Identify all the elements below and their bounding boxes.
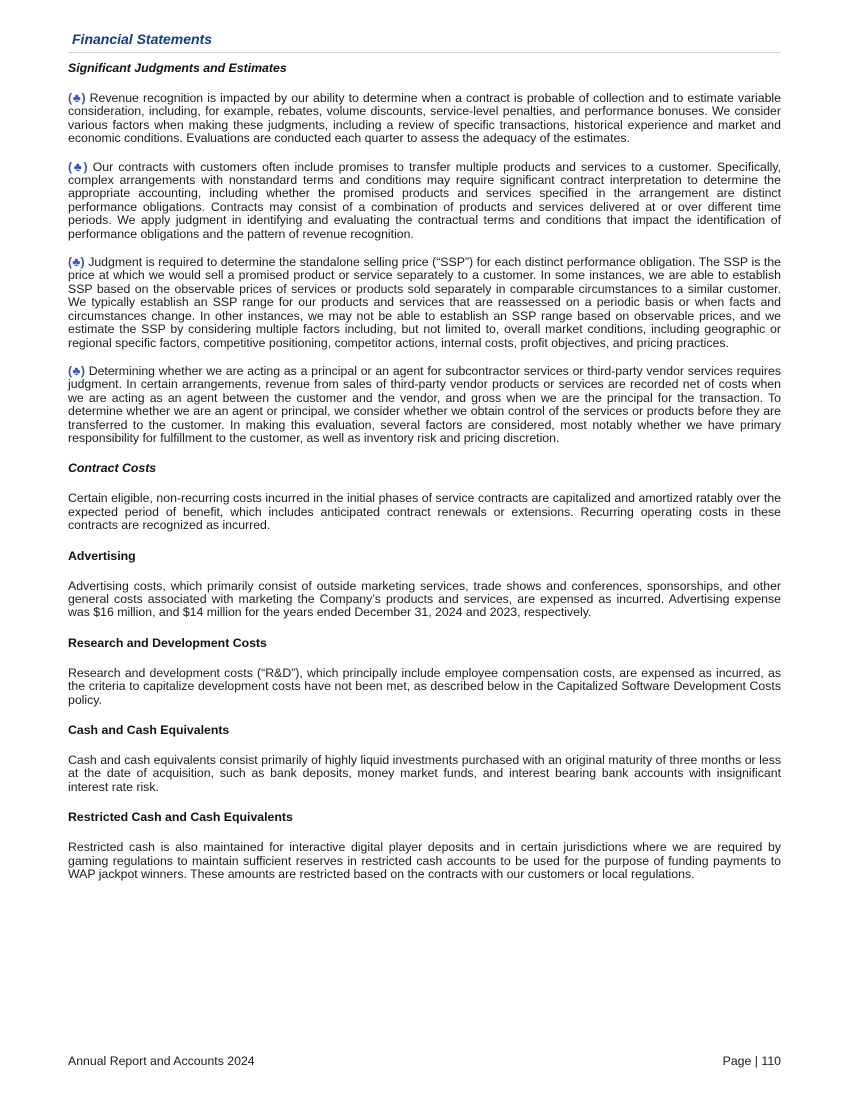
club-marker-icon: (♣) [68, 159, 88, 174]
club-marker-icon: (♣) [68, 91, 86, 105]
section-heading-advertising: Advertising [68, 548, 136, 563]
cash-paragraph: Cash and cash equivalents consist primarily of highly liquid investments purchased with an original maturity of three months or less at the date of acquisition, such as bank deposits, money market funds, and interest bearing bank accounts with insignificant interest rate risk. [68, 753, 781, 794]
section-heading-cash: Cash and Cash Equivalents [68, 723, 230, 737]
judgment-paragraph-1: (♣) Revenue recognition is impacted by our ability to determine when a contract is probable of collection and to estimate variable consideration, including, for example, rebates, volume discounts, service-level penalties, and performance bonuses. We consider various factors when making these judgments, including a review of specific transactions, historical experience and market and economic conditions. Evaluations are conducted each quarter to assess the adequacy of the estimates. [68, 91, 781, 146]
page-title: Financial Statements [72, 31, 213, 47]
judgment-paragraph-3: (♣) Judgment is required to determine the standalone selling price (“SSP”) for each distinct performance obligation. The SSP is the price at which we would sell a promised product or service separately to a customer. In some instances, we are able to establish SSP based on the observable prices of services or products sold separately in comparable circumstances to a similar customer. We typically establish an SSP range for our products and services that are reassessed on a periodic basis or when facts and circumstances change. In other instances, we may not be able to establish an SSP range based on observable prices, and we estimate the SSP by considering multiple factors including, but not limited to, overall market conditions, including geographic or regional specific factors, competitive positioning, competitor actions, internal costs, profit objectives, and pricing practices. [68, 255, 782, 350]
section-heading-restricted-cash: Restricted Cash and Cash Equivalents [68, 810, 293, 825]
page-footer [68, 1054, 781, 1068]
footer-report-title: Annual Report and Accounts 2024 [68, 1054, 255, 1068]
advertising-paragraph: Advertising costs, which primarily consist of outside marketing services, trade shows and conferences, sponsorships, and other general costs associated with marketing the Company’s products and services, are expensed as incurred. Advertising expense was $16 million, and $14 million for the years ended December 31, 2024 and 2023, respectively. [68, 578, 781, 620]
judgment-paragraph-4: (♣) Determining whether we are acting as a principal or an agent for subcontractor services or third-party vendor services requires judgment. In certain arrangements, revenue from sales of third-party vendor products or services are recorded net of costs when we are acting as an agent between the customer and the vendor, and gross when we are the principal for the transaction. To determine whether we are an agent or principal, we consider whether we obtain control of the services or products before they are transferred to the customer. In making this evaluation, several factors are considered, most notably whether we have primary responsibility for fulfillment to the customer, as well as inventory risk and pricing discretion. [68, 363, 781, 445]
footer-page-number: Page | 110 [722, 1054, 781, 1068]
page-header [68, 31, 781, 53]
contract-costs-paragraph: Certain eligible, non-recurring costs incurred in the initial phases of service contracts are capitalized and amortized ratably over the expected period of benefit, which includes anticipated contract renewals or extensions. Recurring operating costs in these contracts are recognized as incurred. [68, 491, 781, 533]
section-heading-judgments: Significant Judgments and Estimates [68, 61, 287, 75]
club-marker-icon: (♣) [68, 363, 85, 378]
section-heading-rnd: Research and Development Costs [68, 635, 267, 650]
page-content [68, 60, 781, 881]
restricted-cash-paragraph: Restricted cash is also maintained for interactive digital player deposits and in certain jurisdictions where we are required by gaming regulations to maintain sufficient reserves in restricted cash accounts to be used for the purpose of funding payments to WAP jackpot winners. These amounts are restricted based on the contracts with our customers or local regulations. [68, 840, 781, 882]
rnd-paragraph: Research and development costs (“R&D”), which principally include employee compensation costs, are expensed as incurred, as the criteria to capitalize development costs have not been met, as described below in the Capitalized Software Development Costs policy. [68, 665, 781, 707]
judgment-paragraph-2: (♣) Our contracts with customers often include promises to transfer multiple products and services to a customer. Specifically, complex arrangements with nonstandard terms and conditions may require significant contract interpretation to determine the appropriate accounting, including whether the promised products and services specified in the arrangement are distinct performance obligations. Contracts may consist of a combination of products and services delivered at or over different time periods. We apply judgment in identifying and evaluating the contractual terms and conditions that impact the identification of performance obligations and the pattern of revenue recognition. [68, 159, 781, 241]
section-heading-contract-costs: Contract Costs [68, 461, 157, 476]
club-marker-icon: (♣) [68, 255, 85, 270]
